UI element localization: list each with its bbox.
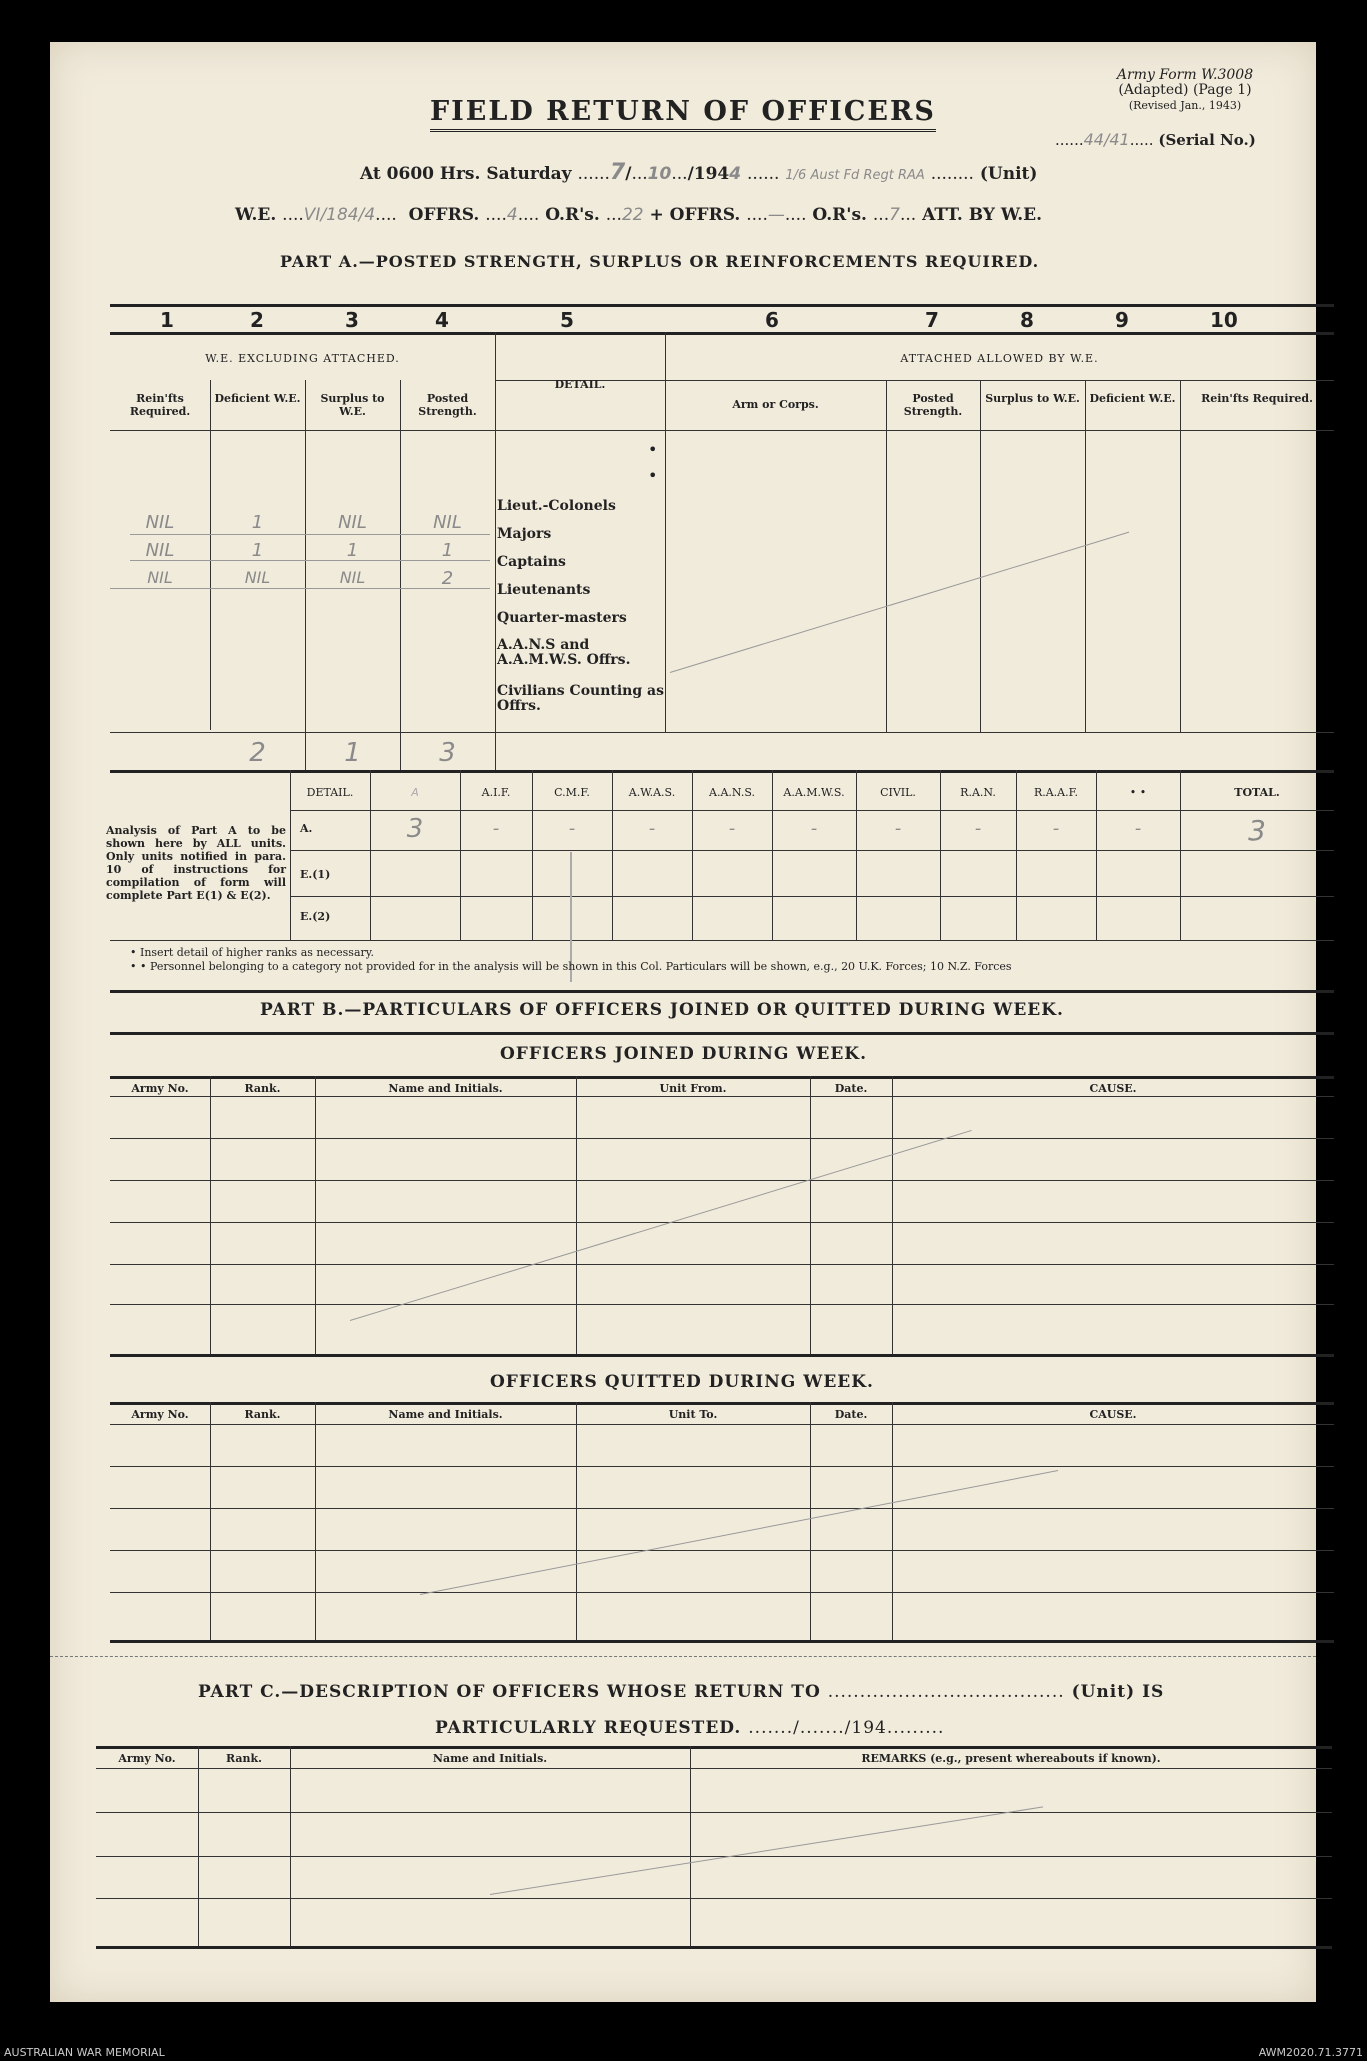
part-c-title: PART C.—DESCRIPTION OF OFFICERS WHOSE RETURN TO ..................................... (Unit) IS bbox=[198, 1682, 1165, 1702]
analysis-hdr-detail: DETAIL. bbox=[306, 786, 354, 799]
analysis-hdr-other: • • bbox=[1129, 786, 1147, 799]
part-a-top-rule bbox=[110, 304, 1334, 307]
part-a-total-rule bbox=[110, 732, 1334, 733]
part-c-row-rule-3 bbox=[96, 1898, 1332, 1899]
col-num-6: 6 bbox=[765, 308, 779, 332]
col-num-10: 10 bbox=[1210, 308, 1238, 332]
quitted-hdr-name: Name and Initials. bbox=[388, 1408, 503, 1421]
at-line: At 0600 Hrs. Saturday ......7/...10.../1944 ...... 1/6 Aust Fd Regt RAA ........ (Unit) bbox=[360, 160, 1038, 185]
analysis-a-cmf: - bbox=[492, 818, 500, 839]
joined-row-rule-5 bbox=[110, 1304, 1334, 1305]
analysis-rule-a bbox=[290, 850, 1334, 851]
analysis-a-col9: - bbox=[1052, 818, 1060, 839]
plus-offrs-label: + OFFRS. bbox=[649, 205, 741, 225]
joined-bottom-rule bbox=[110, 1354, 1334, 1357]
hdr-arm-corps: Arm or Corps. bbox=[732, 398, 819, 411]
part-c-hdr-army-no: Army No. bbox=[118, 1752, 176, 1765]
group-we-header: W.E. EXCLUDING ATTACHED. bbox=[205, 352, 400, 365]
analysis-a-ran: - bbox=[894, 818, 902, 839]
total-posted: 3 bbox=[439, 738, 456, 768]
pencil-strike-2 bbox=[130, 560, 490, 561]
quitted-hdr-rank: Rank. bbox=[244, 1408, 281, 1421]
hand-r3-c3: NIL bbox=[339, 568, 366, 587]
joined-hdr-rank: Rank. bbox=[244, 1082, 281, 1095]
unit-label: (Unit) bbox=[979, 164, 1038, 184]
analysis-row-e2: E.(2) bbox=[300, 910, 331, 923]
pencil-strike-1 bbox=[130, 534, 490, 535]
analysis-a-total: 3 bbox=[1248, 814, 1266, 847]
analysis-rule-e1 bbox=[290, 896, 1334, 897]
quitted-hdr-army-no: Army No. bbox=[131, 1408, 189, 1421]
joined-row-rule-1 bbox=[110, 1138, 1334, 1139]
hdr-posted2: Posted Strength. bbox=[903, 392, 963, 418]
joined-top-rule bbox=[110, 1076, 1334, 1079]
part-c-header-rule bbox=[96, 1768, 1332, 1769]
quitted-hdr-unit-to: Unit To. bbox=[668, 1408, 718, 1421]
serial-value: 44/41 bbox=[1083, 130, 1130, 149]
part-b-title-rule bbox=[110, 1032, 1334, 1035]
pencil-diagonal-quitted bbox=[420, 1470, 1058, 1595]
page-title: FIELD RETURN OF OFFICERS bbox=[430, 96, 936, 132]
part-a-title: PART A.—POSTED STRENGTH, SURPLUS OR REINFORCEMENTS REQUIRED. bbox=[280, 252, 1040, 271]
part-c-row-rule-2 bbox=[96, 1856, 1332, 1857]
part-a-vline-9 bbox=[1180, 380, 1181, 732]
joined-row-rule-2 bbox=[110, 1180, 1334, 1181]
quitted-vline-5 bbox=[892, 1402, 893, 1640]
part-c-row-rule-1 bbox=[96, 1812, 1332, 1813]
joined-hdr-name: Name and Initials. bbox=[388, 1082, 503, 1095]
part-a-bottom-rule bbox=[110, 770, 1334, 773]
offrs-value: 4 bbox=[506, 205, 518, 225]
part-c-title-suffix: (Unit) IS bbox=[1071, 1682, 1165, 1702]
pencil-diagonal-attached bbox=[670, 532, 1129, 673]
joined-vline-1 bbox=[210, 1076, 211, 1354]
offrs-label: OFFRS. bbox=[408, 205, 480, 225]
joined-row-rule-3 bbox=[110, 1222, 1334, 1223]
part-c-title-prefix: PART C.—DESCRIPTION OF OFFICERS WHOSE RETURN TO bbox=[198, 1682, 821, 1702]
analysis-a-aif: 3 bbox=[406, 814, 424, 844]
part-a-vline-2 bbox=[305, 380, 306, 770]
joined-hdr-date: Date. bbox=[834, 1082, 868, 1095]
part-c-top-rule bbox=[96, 1746, 1332, 1749]
rank-lieutenants: Lieutenants bbox=[497, 582, 591, 598]
total-deficient: 2 bbox=[249, 738, 266, 768]
hdr-deficient: Deficient W.E. bbox=[214, 392, 301, 405]
col-num-9: 9 bbox=[1115, 308, 1129, 332]
form-adapted: (Adapted) (Page 1) bbox=[1118, 82, 1252, 98]
rank-lieut-colonels: Lieut.-Colonels bbox=[497, 498, 616, 514]
rank-aans: A.A.N.S and A.A.M.W.S. Offrs. bbox=[497, 637, 631, 668]
hand-r2-c2: 1 bbox=[251, 540, 264, 561]
part-b-top-rule bbox=[110, 990, 1334, 993]
analysis-hdr-cmf: C.M.F. bbox=[554, 786, 590, 799]
col-num-5: 5 bbox=[560, 308, 574, 332]
quitted-title: OFFICERS QUITTED DURING WEEK. bbox=[490, 1372, 874, 1392]
joined-hdr-army-no: Army No. bbox=[131, 1082, 189, 1095]
part-a-vline-5 bbox=[665, 332, 666, 732]
serial-number: ......44/41..... (Serial No.) bbox=[1055, 130, 1256, 149]
ors-label: O.R's. bbox=[545, 205, 600, 225]
quitted-row-rule-4 bbox=[110, 1592, 1334, 1593]
form-revised: (Revised Jan., 1943) bbox=[1128, 99, 1242, 112]
joined-vline-4 bbox=[810, 1076, 811, 1354]
analysis-hdr-civil: CIVIL. bbox=[880, 786, 916, 799]
part-c-hdr-name: Name and Initials. bbox=[432, 1752, 548, 1765]
hdr-surplus2: Surplus to W.E. bbox=[985, 392, 1080, 405]
hand-r1-c3: NIL bbox=[338, 512, 367, 533]
pencil-diagonal-joined bbox=[350, 1130, 972, 1321]
hand-r1-c4: NIL bbox=[433, 512, 462, 533]
analysis-hdr-aif: A.I.F. bbox=[481, 786, 511, 799]
hdr-posted: Posted Strength. bbox=[418, 392, 477, 418]
joined-hdr-unit-from: Unit From. bbox=[659, 1082, 727, 1095]
analysis-a-awas: - bbox=[568, 818, 576, 839]
part-c-vline-3 bbox=[690, 1746, 691, 1946]
analysis-hdr-ran: R.A.N. bbox=[960, 786, 996, 799]
col-num-3: 3 bbox=[345, 308, 359, 332]
date-day: 7 bbox=[609, 160, 626, 185]
joined-row-rule-4 bbox=[110, 1264, 1334, 1265]
at-line-prefix: At 0600 Hrs. Saturday bbox=[360, 164, 572, 184]
detail-dot-1: • bbox=[648, 440, 658, 459]
quitted-top-rule bbox=[110, 1402, 1334, 1405]
part-c-vline-2 bbox=[290, 1746, 291, 1946]
col-num-1: 1 bbox=[160, 308, 174, 332]
part-c-requested: PARTICULARLY REQUESTED. bbox=[435, 1718, 742, 1738]
footnote-2: • • Personnel belonging to a category not provided for in the analysis will be shown in this Col. Particulars will be shown, e.g., 20 U.K. Forces; 10 N.Z. Forces bbox=[130, 960, 1012, 973]
analysis-note: Analysis of Part A to be shown here by ALL units. Only units notified in para. 10 of instructions for compilation of form will complete Part E(1) & E(2). bbox=[106, 824, 286, 902]
ors2-value: 7 bbox=[889, 205, 900, 225]
pencil-strike-3 bbox=[110, 588, 490, 589]
form-reference bbox=[1070, 68, 1300, 113]
date-month: 10 bbox=[647, 164, 672, 184]
part-c-hdr-remarks: REMARKS (e.g., present whereabouts if known). bbox=[861, 1752, 1161, 1765]
unit-value: 1/6 Aust Fd Regt RAA bbox=[785, 168, 925, 183]
analysis-row-e1: E.(1) bbox=[300, 868, 331, 881]
we-line: W.E. ....VI/184/4.... OFFRS. ....4.... O.R's. ...22 + OFFRS. ....—.... O.R's. ...7... ATT. BY W.E. bbox=[235, 205, 1043, 225]
part-c-line2 bbox=[435, 1718, 944, 1738]
analysis-row-a: A. bbox=[300, 822, 313, 835]
analysis-a-civil: - bbox=[810, 818, 818, 839]
serial-label: (Serial No.) bbox=[1158, 131, 1256, 149]
quitted-vline-3 bbox=[576, 1402, 577, 1640]
analysis-bottom-rule bbox=[110, 940, 1334, 941]
hand-r1-c2: 1 bbox=[251, 512, 264, 533]
hand-r2-c3: 1 bbox=[346, 540, 359, 561]
analysis-header-rule bbox=[290, 810, 1334, 811]
quitted-vline-2 bbox=[315, 1402, 316, 1640]
part-a-vline-4 bbox=[495, 332, 496, 770]
part-a-vline-3 bbox=[400, 380, 401, 770]
analysis-hdr-a: A bbox=[411, 786, 419, 799]
analysis-hdr-aans: A.A.N.S. bbox=[709, 786, 755, 799]
total-surplus: 1 bbox=[344, 738, 361, 768]
part-a-colnum-rule bbox=[110, 332, 1334, 335]
part-b-title: PART B.—PARTICULARS OF OFFICERS JOINED OR QUITTED DURING WEEK. bbox=[260, 1000, 1064, 1020]
att-label: ATT. BY W.E. bbox=[922, 205, 1043, 225]
quitted-row-rule-3 bbox=[110, 1550, 1334, 1551]
part-c-date: ......./......./194......... bbox=[748, 1718, 945, 1738]
joined-title: OFFICERS JOINED DURING WEEK. bbox=[500, 1044, 867, 1064]
hdr-reinfts2: Rein'fts Required. bbox=[1201, 392, 1313, 405]
analysis-hdr-aamws: A.A.M.W.S. bbox=[783, 786, 845, 799]
quitted-bottom-rule bbox=[110, 1640, 1334, 1643]
analysis-a-aans: - bbox=[648, 818, 656, 839]
part-c-hdr-rank: Rank. bbox=[226, 1752, 262, 1765]
hand-r3-c4: 2 bbox=[441, 568, 454, 589]
joined-vline-5 bbox=[892, 1076, 893, 1354]
analysis-hdr-awas: A.W.A.S. bbox=[628, 786, 676, 799]
plus-offrs-value: — bbox=[767, 205, 785, 225]
footer-left: AUSTRALIAN WAR MEMORIAL bbox=[4, 2046, 165, 2059]
analysis-hdr-total: TOTAL. bbox=[1234, 786, 1280, 799]
analysis-a-raaf: - bbox=[974, 818, 982, 839]
we-label: W.E. bbox=[235, 205, 277, 225]
date-year-suffix: 4 bbox=[729, 164, 742, 184]
joined-vline-3 bbox=[576, 1076, 577, 1354]
part-c-vline-1 bbox=[198, 1746, 199, 1946]
date-year-prefix: /194 bbox=[687, 164, 730, 184]
rank-civilians: Civilians Counting as Offrs. bbox=[497, 683, 664, 714]
pencil-diagonal-part-c bbox=[490, 1806, 1043, 1895]
we-value: VI/184/4 bbox=[303, 205, 376, 225]
hdr-deficient2: Deficient W.E. bbox=[1089, 392, 1176, 405]
quitted-hdr-date: Date. bbox=[834, 1408, 868, 1421]
ors-value: 22 bbox=[621, 205, 644, 225]
fold-line bbox=[50, 1656, 1316, 1657]
hand-r3-c1: NIL bbox=[147, 568, 173, 587]
footnote-1: • Insert detail of higher ranks as necessary. bbox=[130, 946, 375, 959]
rank-quarter-masters: Quarter-masters bbox=[497, 610, 627, 626]
quitted-row-rule-1 bbox=[110, 1466, 1334, 1467]
col-num-4: 4 bbox=[435, 308, 449, 332]
hand-r3-c2: NIL bbox=[244, 568, 271, 587]
analysis-hdr-raaf: R.A.A.F. bbox=[1033, 786, 1079, 799]
joined-hdr-cause: CAUSE. bbox=[1089, 1082, 1137, 1095]
rank-majors: Majors bbox=[497, 526, 552, 542]
part-a-vline-8 bbox=[1085, 380, 1086, 732]
part-a-vline-7 bbox=[980, 380, 981, 732]
group-attached-header: ATTACHED ALLOWED BY W.E. bbox=[900, 352, 1099, 365]
quitted-vline-1 bbox=[210, 1402, 211, 1640]
form-paper bbox=[50, 42, 1316, 2002]
quitted-row-rule-2 bbox=[110, 1508, 1334, 1509]
part-a-header-rule bbox=[110, 430, 1334, 431]
hdr-surplus: Surplus to W.E. bbox=[320, 392, 385, 418]
col-num-8: 8 bbox=[1020, 308, 1034, 332]
col-num-2: 2 bbox=[250, 308, 264, 332]
ors2-label: O.R's. bbox=[812, 205, 867, 225]
analysis-a-aamws: - bbox=[728, 818, 736, 839]
joined-header-rule bbox=[110, 1096, 1334, 1097]
part-a-vline-6 bbox=[886, 380, 887, 732]
quitted-hdr-cause: CAUSE. bbox=[1089, 1408, 1137, 1421]
part-c-bottom-rule bbox=[96, 1946, 1332, 1949]
detail-header: DETAIL. bbox=[554, 378, 606, 391]
rank-captains: Captains bbox=[497, 554, 566, 570]
footer-right: AWM2020.71.3771 bbox=[1258, 2046, 1363, 2059]
hand-r2-c1: NIL bbox=[145, 540, 175, 561]
quitted-vline-4 bbox=[810, 1402, 811, 1640]
hdr-reinfts: Rein'fts Required. bbox=[129, 392, 191, 418]
form-ref: Army Form W.3008 bbox=[1116, 67, 1254, 83]
quitted-header-rule bbox=[110, 1424, 1334, 1425]
part-a-vline-1 bbox=[210, 380, 211, 730]
joined-vline-2 bbox=[315, 1076, 316, 1354]
detail-dot-2: • bbox=[648, 466, 658, 485]
analysis-a-other: - bbox=[1134, 818, 1142, 839]
hand-r1-c1: NIL bbox=[145, 512, 175, 533]
hand-r2-c4: 1 bbox=[441, 540, 454, 561]
col-num-7: 7 bbox=[925, 308, 939, 332]
